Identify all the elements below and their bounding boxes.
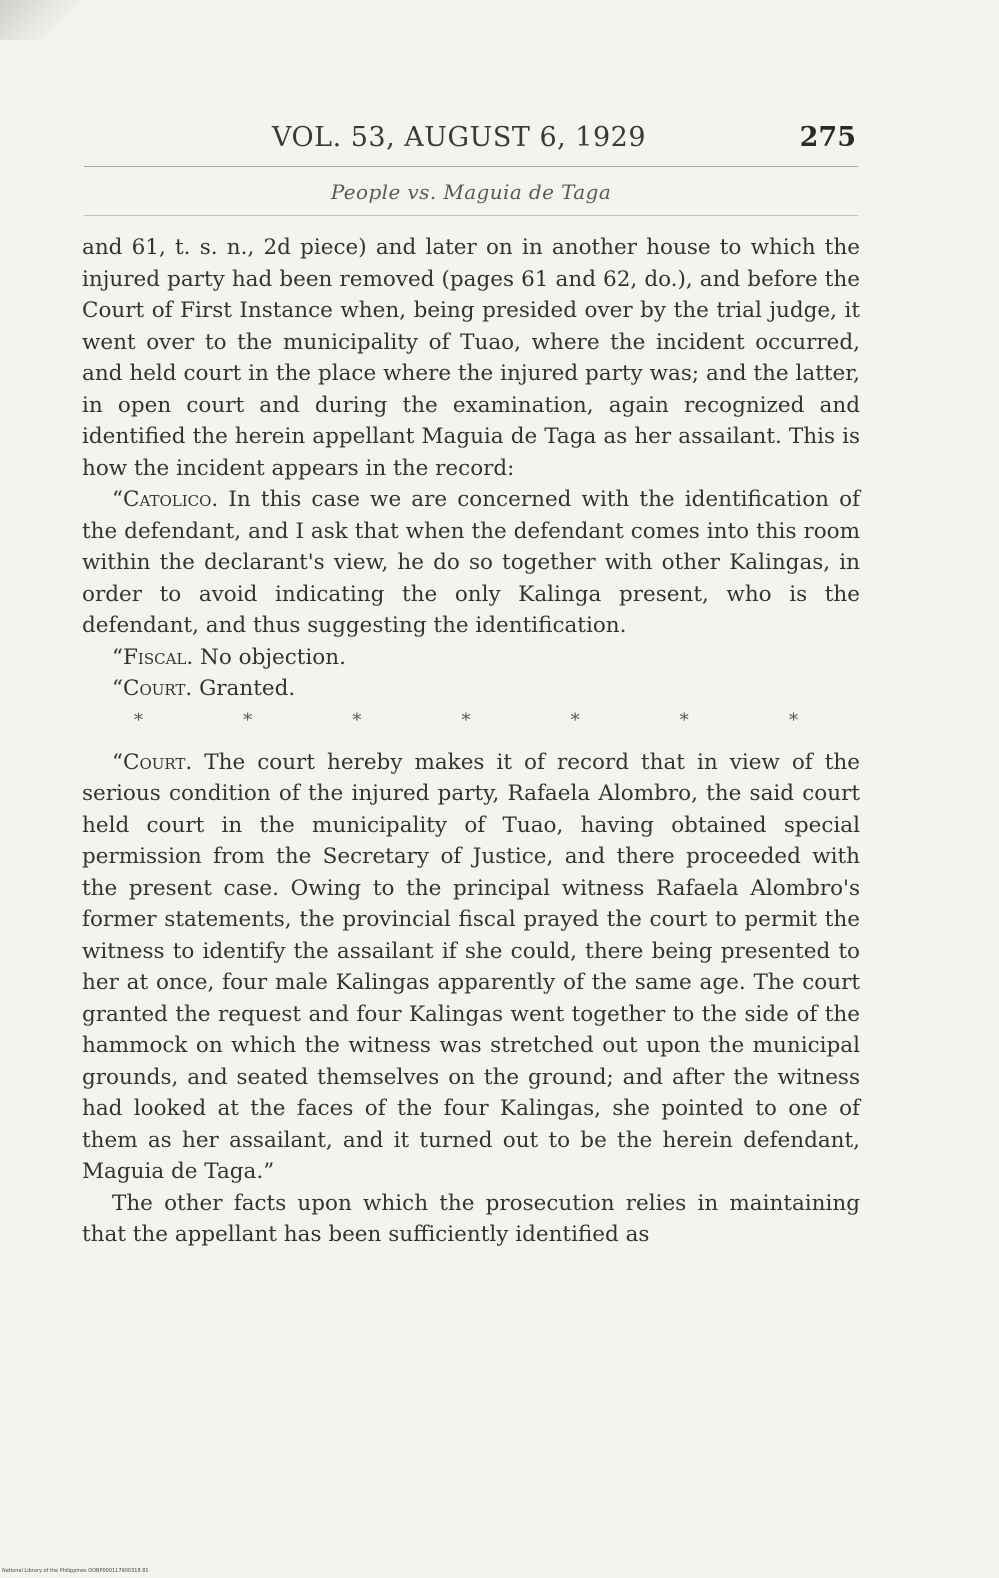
star: *	[352, 709, 362, 731]
scan-corner-shadow	[0, 0, 90, 40]
record-entry-court	[82, 673, 860, 705]
court-statement-text: The court hereby makes it of record that in view of the serious condition of the injured party, Rafaela Alombro, the said court held court in the municipality of Tuao, having obtained special permission from the Secretary of Justice, and there proceeded with the present case. Owing to the principal witness Rafaela Alombro's former statements, the provincial fiscal prayed the court to permit the witness to identify the assailant if she could, there being presented to her at once, four male Kalingas apparently of the same age. The court granted the request and four Kalingas went together to the side of the hammock on which the witness was stretched out upon the municipal grounds, and seated themselves on the ground; and after the witness had looked at the faces of the four Kalingas, she pointed to one of them as her assailant, and it turned out to be the herein defendant, Maguia de Taga.”	[82, 749, 860, 1184]
record-text: In this case we are concerned with the identification of the defendant, and I ask that when the defendant comes into this room within the declarant's view, he do so together with other Kalingas, in order to avoid indicating the only Kalinga present, who is the defendant, and thus suggesting the identification.	[82, 487, 860, 638]
star: *	[461, 709, 471, 731]
record-text: No objection.	[193, 644, 346, 670]
speaker-label: “Court.	[112, 749, 193, 775]
volume-date-line: VOL. 53, AUGUST 6, 1929	[272, 122, 646, 153]
opening-paragraph: and 61, t. s. n., 2d piece) and later on in another house to which the injured party had been removed (pages 61 and 62, do.), and before the Court of First Instance when, being presided over by the trial judge, it went over to the municipality of Tuao, where the incident occurred, and held court in the place where the injured party was; and the latter, in open court and during the examination, again recognized and identified the herein appellant Maguia de Taga as her assailant. This is how the incident appears in the record:	[82, 235, 860, 481]
speaker-label: “Catolico.	[112, 487, 219, 512]
record-entry-fiscal	[82, 642, 860, 674]
star: *	[134, 709, 143, 731]
case-caption: People vs. Maguia de Taga	[330, 180, 612, 204]
record-text: Granted.	[192, 676, 296, 701]
record-entry-catolico	[82, 484, 860, 642]
closing-paragraph: The other facts upon which the prosecution relies in maintaining that the appellant has been sufficiently identified as	[82, 1190, 860, 1247]
speaker-label: “Court.	[112, 676, 193, 701]
running-head	[82, 122, 860, 162]
page-number: 275	[799, 122, 856, 153]
archive-stamp: National Library of the Philippines DOBP000117900318 81	[2, 1568, 149, 1574]
court-statement	[82, 747, 860, 1188]
star: *	[679, 709, 689, 731]
star: *	[788, 709, 798, 731]
header-rule-top	[84, 166, 858, 167]
page-body	[82, 232, 860, 1251]
ellipsis-stars	[82, 705, 860, 747]
star: *	[243, 709, 253, 731]
header-rule-bottom	[84, 215, 858, 216]
speaker-label: “Fiscal.	[112, 644, 194, 670]
star: *	[570, 709, 580, 731]
